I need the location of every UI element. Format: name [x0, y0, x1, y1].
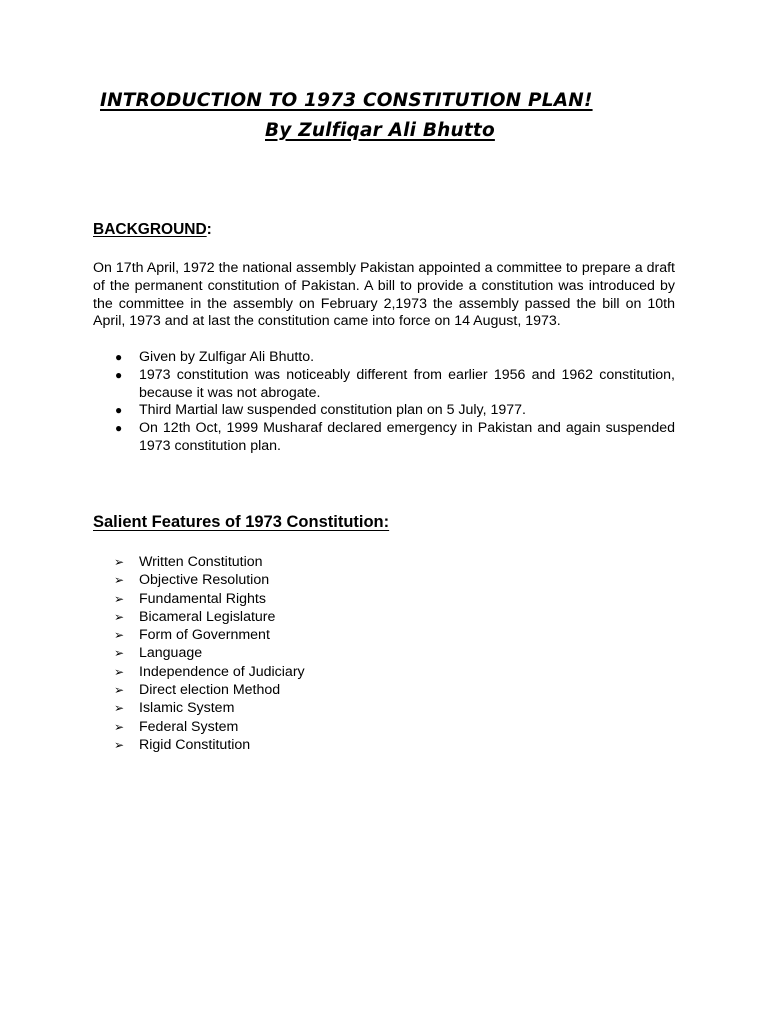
list-item: [93, 349, 675, 367]
arrow-bullet-icon: ➢: [114, 737, 125, 752]
feature-text: Federal System: [139, 718, 239, 735]
background-paragraph: On 17th April, 1972 the national assembly Pakistan appointed a committee to prepare a draft of the permanent constitution of Pakistan. A bill to provide a constitution was introduced by the committee in the assembly on February 2,1973 the assembly passed the bill on 10th April, 1973 and at last the constitution came into force on 14 August, 1973.: [93, 260, 675, 330]
feature-text: Rigid Constitution: [139, 736, 251, 753]
arrow-bullet-icon: ➢: [114, 591, 125, 606]
bullet-text: Third Martial law suspended constitution plan on 5 July, 1977.: [139, 402, 526, 419]
bullet-dot-icon: ●: [115, 367, 123, 382]
list-item: [114, 571, 305, 589]
list-item: [93, 402, 675, 420]
arrow-bullet-icon: ➢: [114, 719, 125, 734]
feature-text: Fundamental Rights: [139, 590, 266, 607]
list-item: [114, 663, 305, 681]
feature-text: Bicameral Legislature: [139, 608, 276, 625]
feature-text: Language: [139, 645, 203, 662]
salient-features-list: [114, 553, 305, 754]
feature-text: Written Constitution: [139, 554, 263, 570]
arrow-bullet-icon: ➢: [114, 609, 125, 624]
list-item: [114, 644, 305, 662]
arrow-bullet-icon: ➢: [114, 646, 125, 661]
bullet-text: On 12th Oct, 1999 Musharaf declared emergency in Pakistan and again suspended 1973 constitution plan.: [139, 420, 675, 454]
list-item: [93, 367, 675, 403]
background-heading-colon: :: [206, 221, 212, 238]
list-item: [93, 420, 675, 456]
list-item: [114, 736, 305, 754]
arrow-bullet-icon: ➢: [114, 664, 125, 679]
bullet-dot-icon: ●: [115, 403, 123, 418]
list-item: [114, 699, 305, 717]
list-item: [114, 608, 305, 626]
list-item: [114, 681, 305, 699]
salient-features-heading: Salient Features of 1973 Constitution:: [93, 513, 390, 531]
arrow-bullet-icon: ➢: [114, 555, 125, 569]
bullet-text: 1973 constitution was noticeably different from earlier 1956 and 1962 constitution, because it was not abrogate.: [139, 366, 675, 401]
arrow-bullet-icon: ➢: [114, 628, 125, 643]
list-item: [114, 590, 305, 608]
bullet-dot-icon: ●: [115, 421, 123, 436]
bullet-dot-icon: ●: [115, 350, 123, 364]
background-bullet-list: [93, 349, 675, 456]
feature-text: Form of Government: [139, 627, 270, 644]
feature-text: Independence of Judiciary: [139, 663, 305, 680]
feature-text: Islamic System: [139, 700, 235, 717]
list-item: [114, 626, 305, 644]
bullet-text: Given by Zulfigar Ali Bhutto.: [139, 349, 315, 365]
feature-text: Objective Resolution: [139, 572, 270, 589]
feature-text: Direct election Method: [139, 682, 281, 699]
background-heading: [93, 221, 212, 239]
background-heading-text: BACKGROUND: [93, 221, 207, 238]
arrow-bullet-icon: ➢: [114, 683, 125, 698]
arrow-bullet-icon: ➢: [114, 573, 125, 588]
list-item: [114, 718, 305, 736]
list-item: [114, 553, 305, 571]
arrow-bullet-icon: ➢: [114, 701, 125, 716]
document-subtitle-author: By Zulfiqar Ali Bhutto: [265, 120, 495, 141]
document-title: INTRODUCTION TO 1973 CONSTITUTION PLAN!: [100, 90, 593, 111]
